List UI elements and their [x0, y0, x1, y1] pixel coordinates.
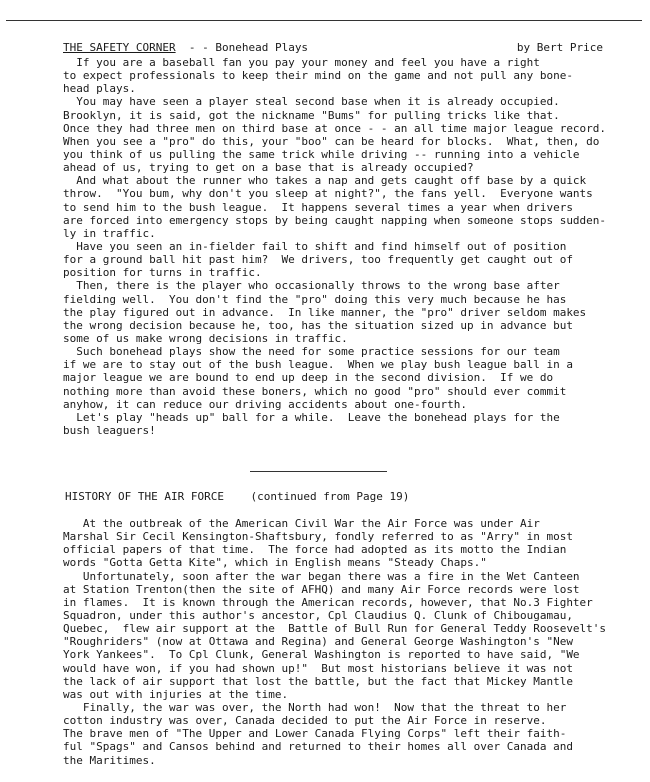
- text-line: York Yankees". To Cpl Clunk, General Washington is reported to have said, "We: [63, 648, 580, 662]
- text-line: at Station Trenton(then the site of AFHQ) and many Air Force records were lost: [63, 582, 580, 596]
- text-line: the Maritimes.: [63, 753, 156, 767]
- text-line: you think of us pulling the same trick while driving -- running into a vehicle: [63, 147, 580, 161]
- text-line: words "Gotta Getta Kite", which in English means "Steady Chaps.": [63, 556, 487, 570]
- text-line: Squadron, under this author's ancestor, Cpl Claudius Q. Clunk of Chibougamau,: [63, 608, 573, 622]
- text-line: At the outbreak of the American Civil War the Air Force was under Air: [63, 517, 540, 530]
- author-byline: by Bert Price: [516, 41, 603, 54]
- text-line: You may have seen a player steal second base when it is already occupied.: [63, 95, 560, 109]
- text-line: When you see a "pro" do this, your "boo" can be heard for blocks. What, then, do: [63, 134, 600, 148]
- top-divider: [6, 20, 642, 21]
- text-line: ful "Spags" and Cansos behind and returned to their homes all over Canada and: [63, 740, 573, 754]
- text-line: fielding well. You don't find the "pro" doing this very much because he has: [63, 292, 567, 306]
- continued-note: (continued from Page 19): [250, 490, 410, 503]
- text-line: If you are a baseball fan you pay your money and feel you have a right: [63, 56, 540, 69]
- text-line: head plays.: [63, 82, 136, 96]
- text-line: in flames. It is known through the American records, however, that No.3 Fighter: [63, 595, 593, 609]
- text-line: Have you seen an in-fielder fail to shift and find himself out of position: [63, 239, 567, 253]
- title-separator: - -: [188, 41, 209, 54]
- history-title: HISTORY OF THE AIR FORCE: [65, 490, 224, 503]
- text-line: And what about the runner who takes a nap and gets caught off base by a quick: [63, 174, 587, 188]
- text-line: throw. "You bum, why don't you sleep at night?", the fans yell. Everyone wants: [63, 187, 593, 201]
- text-line: position for turns in traffic.: [63, 266, 262, 280]
- text-line: The brave men of "The Upper and Lower Canada Flying Corps" left their faith-: [63, 727, 567, 741]
- text-line: to expect professionals to keep their mind on the game and not pull any bone-: [63, 69, 573, 83]
- article-subtitle: Bonehead Plays: [215, 41, 309, 54]
- text-line: for a ground ball hit past him? We drivers, too frequently get caught out of: [63, 253, 573, 267]
- history-header: [65, 490, 409, 503]
- text-line: to send him to the bush league. It happens several times a year when drivers: [63, 200, 573, 214]
- text-line: the play figured out in advance. In like manner, the "pro" driver seldom makes: [63, 305, 587, 319]
- text-line: the wrong decision because he, too, has the situation sized up in advance but: [63, 318, 573, 332]
- text-line: some of us make wrong decisions in traffic.: [63, 331, 348, 345]
- text-line: Once they had three men on third base at once - - an all time major league record.: [63, 121, 607, 135]
- text-line: Such bonehead plays show the need for some practice sessions for our team: [63, 345, 560, 359]
- text-line: official papers of that time. The force had adopted as its motto the Indian: [63, 543, 567, 557]
- text-line: cotton industry was over, Canada decided to put the Air Force in reserve.: [63, 714, 547, 728]
- text-line: "Roughriders" (now at Ottawa and Regina) and General George Washington's "New: [63, 635, 573, 649]
- text-line: anyhow, it can reduce our driving accidents about one-fourth.: [63, 397, 467, 411]
- history-article: [63, 517, 619, 767]
- text-line: Then, there is the player who occasionally throws to the wrong base after: [63, 279, 560, 293]
- text-line: bush leaguers!: [63, 423, 156, 437]
- text-line: Marshal Sir Cecil Kensington-Shaftsbury, fondly referred to as "Arry" in most: [63, 530, 573, 544]
- text-line: if we are to stay out of the bush league. When we play bush league ball in a: [63, 358, 573, 372]
- text-line: Finally, the war was over, the North had won! Now that the threat to her: [63, 700, 567, 714]
- text-line: major league we are bound to end up deep in the second division. If we do: [63, 371, 554, 385]
- text-line: the lack of air support that lost the battle, but the fact that Mickey Mantle: [63, 674, 573, 688]
- section-divider: [250, 471, 387, 472]
- text-line: nothing more than avoid these boners, which no good "pro" should ever commit: [63, 384, 567, 398]
- text-line: Let's play "heads up" ball for a while. Leave the bonehead plays for the: [63, 410, 560, 424]
- text-line: would have won, if you had shown up!" But most historians believe it was not: [63, 661, 573, 675]
- text-line: ly in traffic.: [63, 226, 156, 240]
- safety-corner-header: [63, 41, 603, 55]
- text-line: Brooklyn, it is said, got the nickname "Bums" for pulling tricks like that.: [63, 108, 560, 122]
- text-line: ahead of us, trying to get on a base that is already occupied?: [63, 161, 474, 175]
- text-line: are forced into emergency stops by being caught napping when someone stops sudden-: [63, 213, 607, 227]
- column-title: THE SAFETY CORNER: [63, 41, 176, 54]
- text-line: Unfortunately, soon after the war began there was a fire in the Wet Canteen: [63, 569, 580, 583]
- text-line: was out with injuries at the time.: [63, 687, 289, 701]
- safety-corner-article: [63, 56, 619, 437]
- text-line: Quebec, flew air support at the Battle of Bull Run for General Teddy Roosevelt's: [63, 622, 607, 636]
